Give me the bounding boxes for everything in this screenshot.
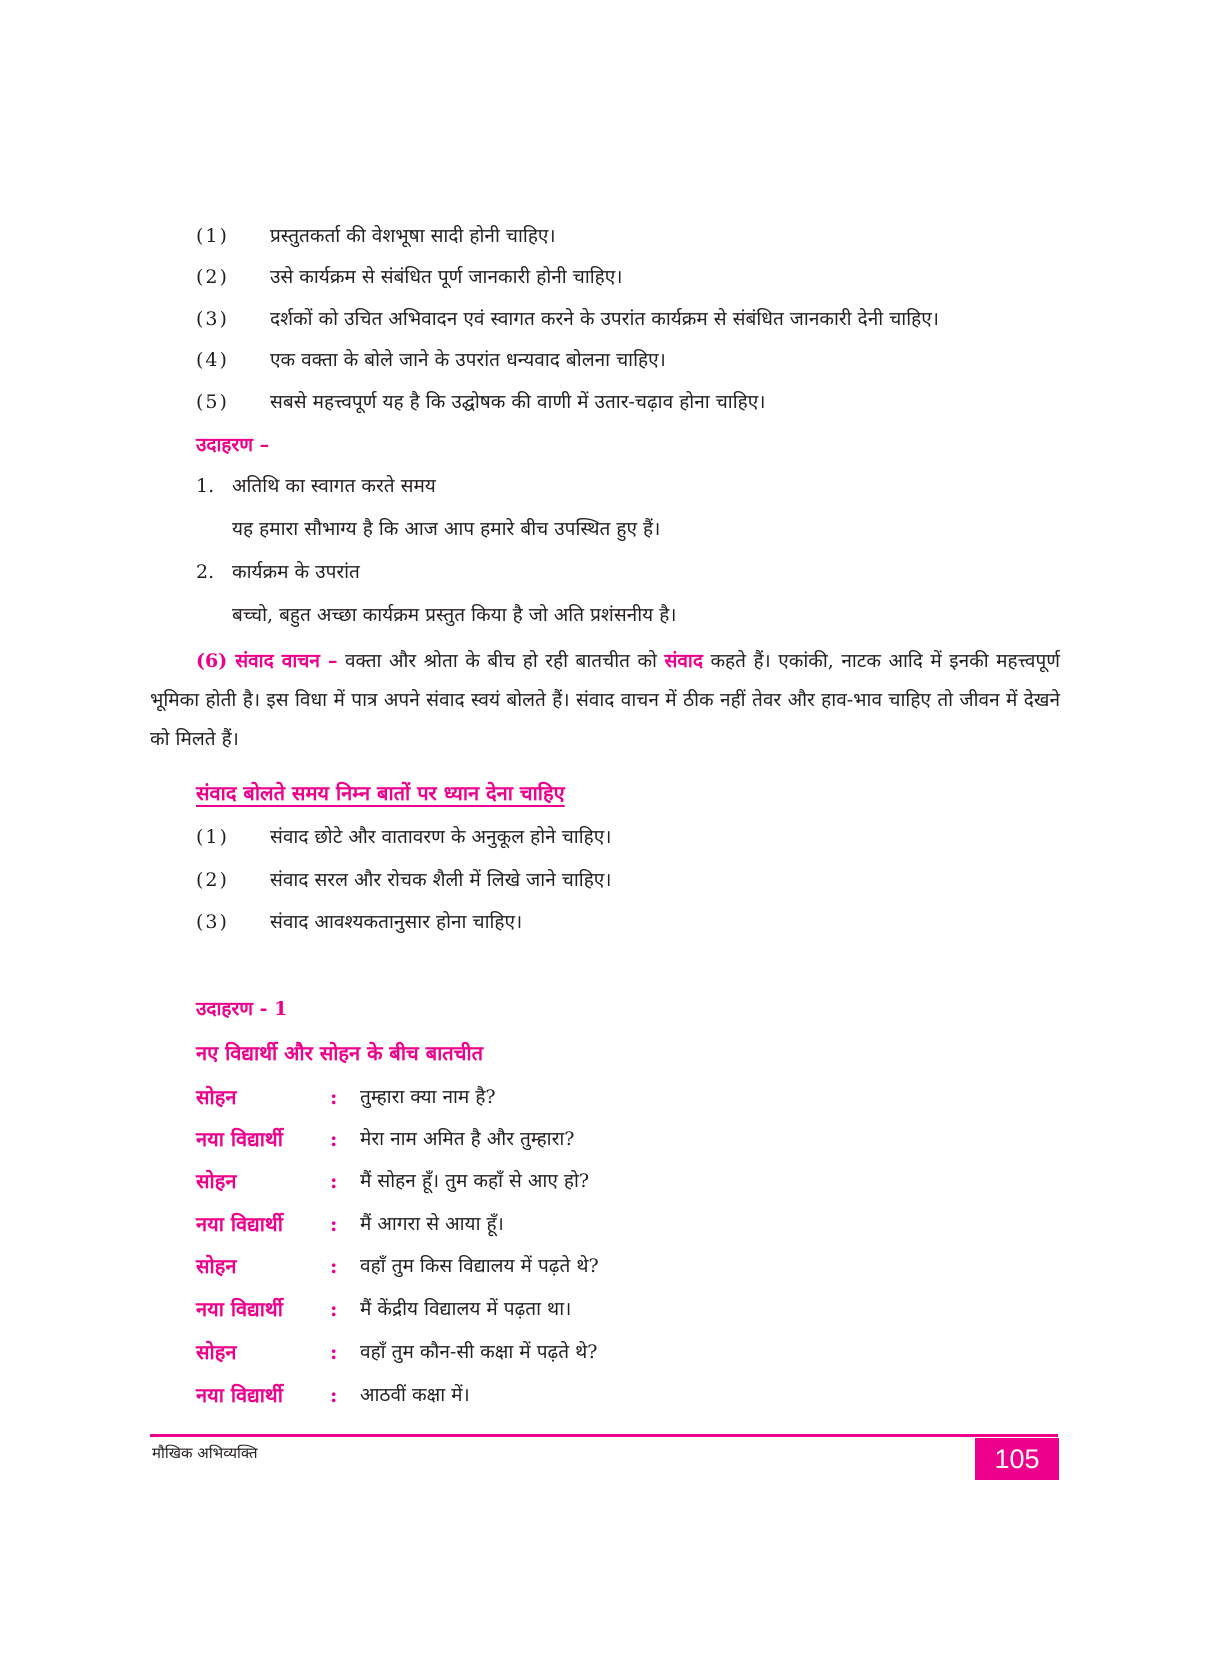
list-number: (1) xyxy=(196,225,229,247)
list-item: दर्शकों को उचित अभिवादन एवं स्वागत करने के उपरांत कार्यक्रम से संबंधित जानकारी देनी चाहिए। xyxy=(270,308,939,330)
dialogue-line: तुम्हारा क्या नाम है? xyxy=(360,1086,496,1108)
dialogue-line: वहाँ तुम किस विद्यालय में पढ़ते थे? xyxy=(360,1255,599,1277)
section-6-paragraph xyxy=(150,642,1060,759)
dialogue-rules-heading: संवाद बोलते समय निम्न बातों पर ध्यान देना चाहिए xyxy=(196,781,565,805)
conversation-title: नए विद्यार्थी और सोहन के बीच बातचीत xyxy=(196,1041,483,1065)
list-item: संवाद आवश्यकतानुसार होना चाहिए। xyxy=(270,911,523,933)
dialogue-line: मेरा नाम अमित है और तुम्हारा? xyxy=(360,1128,575,1150)
speaker-name: नया विद्यार्थी xyxy=(196,1127,283,1151)
speaker-name: सोहन xyxy=(196,1085,237,1109)
speaker-colon: : xyxy=(330,1340,338,1364)
example-text: बच्चो, बहुत अच्छा कार्यक्रम प्रस्तुत किया है जो अति प्रशंसनीय है। xyxy=(232,604,677,626)
dialogue-line: आठवीं कक्षा में। xyxy=(360,1384,470,1406)
example-number: 1. xyxy=(196,475,215,497)
list-number: (2) xyxy=(196,266,229,288)
section-6-text-part2: कहते हैं। एकांकी, नाटक आदि में इनकी महत्त्वपूर्ण भूमिका होती है। इस विधा में पात्र अपने संवाद स्वयं बोलते हैं। संवाद वाचन में ठीक नहीं तेवर और हाव-भाव चाहिए तो जीवन में देखने को मिलते हैं। xyxy=(150,650,1061,750)
speaker-name: सोहन xyxy=(196,1254,237,1278)
speaker-name: सोहन xyxy=(196,1340,237,1364)
speaker-colon: : xyxy=(330,1169,338,1193)
speaker-name: नया विद्यार्थी xyxy=(196,1212,283,1236)
list-item: उसे कार्यक्रम से संबंधित पूर्ण जानकारी होनी चाहिए। xyxy=(270,266,623,288)
speaker-name: नया विद्यार्थी xyxy=(196,1383,283,1407)
example-1-heading: उदाहरण - 1 xyxy=(196,998,288,1020)
list-item: संवाद सरल और रोचक शैली में लिखे जाने चाहिए। xyxy=(270,869,612,891)
dialogue-line: मैं आगरा से आया हूँ। xyxy=(360,1213,504,1235)
list-item: प्रस्तुतकर्ता की वेशभूषा सादी होनी चाहिए। xyxy=(270,225,556,247)
list-number: (2) xyxy=(196,869,229,891)
dialogue-line: वहाँ तुम कौन-सी कक्षा में पढ़ते थे? xyxy=(360,1341,598,1363)
example-title: कार्यक्रम के उपरांत xyxy=(232,561,360,583)
section-6-text-part1: वक्ता और श्रोता के बीच हो रही बातचीत को xyxy=(344,650,657,672)
list-item: एक वक्ता के बोले जाने के उपरांत धन्यवाद बोलना चाहिए। xyxy=(270,349,666,371)
speaker-colon: : xyxy=(330,1127,338,1151)
example-number: 2. xyxy=(196,561,215,583)
section-6-label: (6) संवाद वाचन – xyxy=(196,650,338,672)
speaker-colon: : xyxy=(330,1085,338,1109)
speaker-colon: : xyxy=(330,1297,338,1321)
speaker-colon: : xyxy=(330,1254,338,1278)
dialogue-line: मैं सोहन हूँ। तुम कहाँ से आए हो? xyxy=(360,1170,590,1192)
list-item: सबसे महत्त्वपूर्ण यह है कि उद्घोषक की वाणी में उतार-चढ़ाव होना चाहिए। xyxy=(270,391,766,413)
footer-chapter-title: मौखिक अभिव्यक्ति xyxy=(152,1444,258,1462)
footer-divider xyxy=(150,1434,1058,1437)
example-text: यह हमारा सौभाग्य है कि आज आप हमारे बीच उपस्थित हुए हैं। xyxy=(232,518,661,540)
dialogue-line: मैं केंद्रीय विद्यालय में पढ़ता था। xyxy=(360,1298,572,1320)
example-title: अतिथि का स्वागत करते समय xyxy=(232,475,436,497)
speaker-name: नया विद्यार्थी xyxy=(196,1297,283,1321)
example-heading: उदाहरण – xyxy=(196,434,270,456)
list-number: (4) xyxy=(196,349,229,371)
speaker-colon: : xyxy=(330,1383,338,1407)
page-number: 105 xyxy=(975,1438,1059,1480)
list-number: (3) xyxy=(196,911,229,933)
list-number: (1) xyxy=(196,826,229,848)
speaker-name: सोहन xyxy=(196,1169,237,1193)
list-number: (3) xyxy=(196,308,229,330)
list-number: (5) xyxy=(196,391,229,413)
list-item: संवाद छोटे और वातावरण के अनुकूल होने चाहिए। xyxy=(270,826,612,848)
speaker-colon: : xyxy=(330,1212,338,1236)
section-6-keyword: संवाद xyxy=(664,650,703,672)
